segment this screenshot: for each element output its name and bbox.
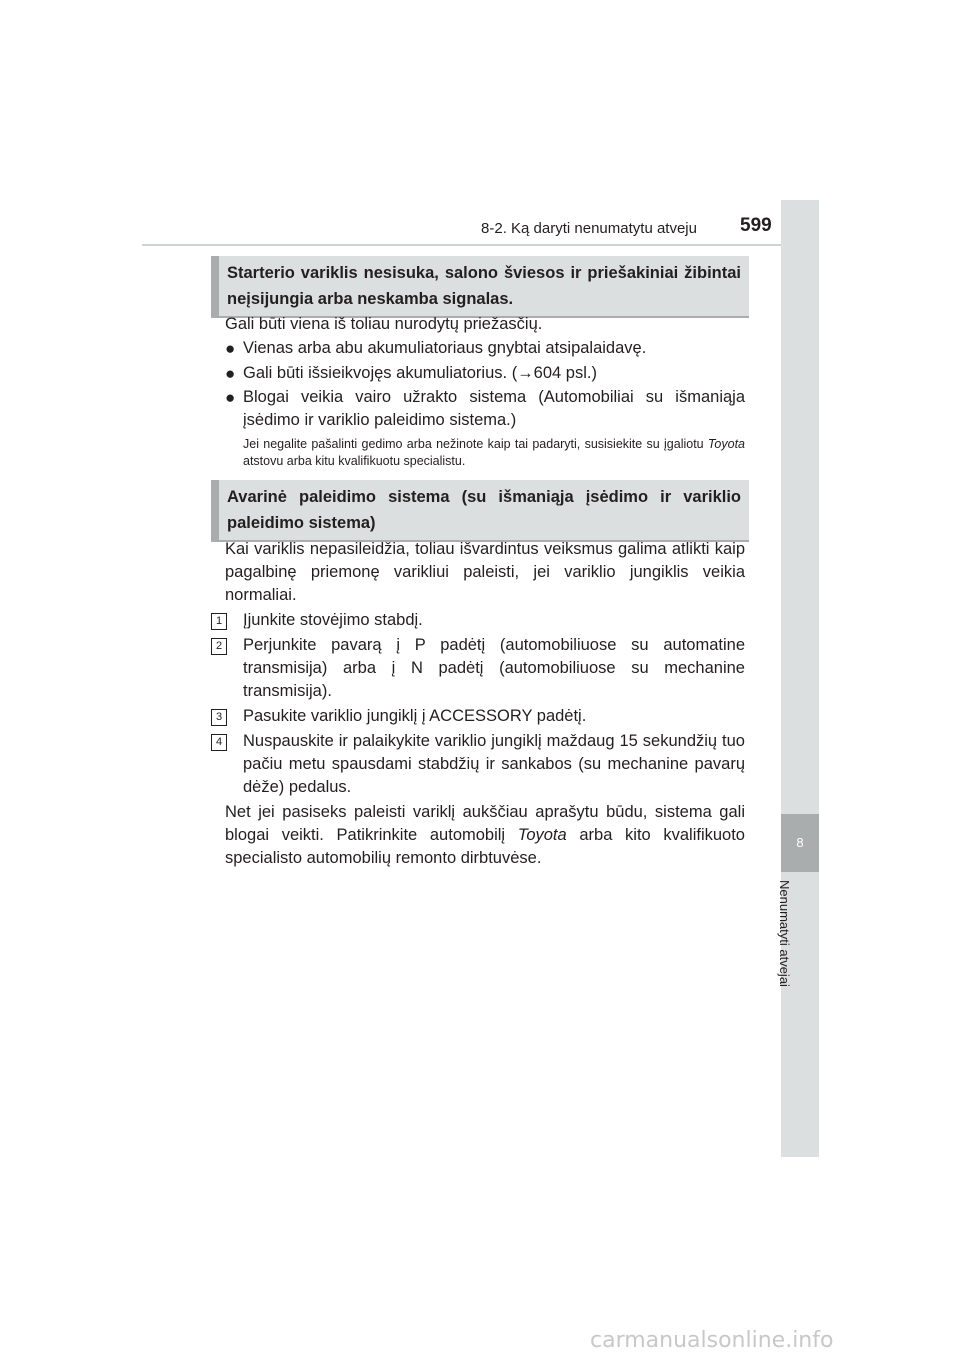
list-item — [225, 362, 745, 385]
step-text: Įjunkite stovėjimo stabdį. — [243, 611, 423, 629]
chapter-tab: 8 — [781, 814, 819, 872]
section-intro: Gali būti viena iš toliau nurodytų priežasčių. — [225, 315, 543, 333]
section-outro — [225, 801, 745, 870]
step-number: 2 — [211, 638, 227, 655]
step-text: Perjunkite pavarą į P padėtį (automobiliuose su automatine transmisija) arba į N padėtį (automobiliuose su mechanine transmisija). — [243, 636, 745, 700]
header-divider — [142, 244, 819, 246]
step-number: 1 — [211, 613, 227, 630]
note-text-part: Jei negalite pašalinti gedimo arba nežinote kaip tai padaryti, susisiekite su įgaliotu — [243, 437, 708, 451]
step-text: Nuspauskite ir palaikykite variklio jungiklį maždaug 15 sekundžių tuo pačiu metu spausdami stabdžių ir sankabos (su mechanine pavarų dėže) pedalus. — [243, 732, 745, 796]
step-number: 4 — [211, 734, 227, 751]
side-tab-upper — [781, 200, 819, 814]
section-intro: Kai variklis nepasileidžia, toliau išvardintus veiksmus galima atlikti kaip pagalbinę priemonę varikliui paleisti, jei variklio jungiklis veikia normaliai. — [225, 540, 745, 604]
note-text — [243, 436, 745, 470]
page-number: 599 — [740, 215, 772, 236]
list-item-text: Blogai veikia vairo užrakto sistema (Automobiliai su išmaniąja įsėdimo ir variklio paleidimo sistema.) — [243, 388, 745, 429]
step-item — [211, 609, 745, 632]
section-title: Starterio variklis nesisuka, salono šviesos ir priešakiniai žibintai neįsijungia arba neskamba signalas. — [227, 264, 741, 308]
step-item — [211, 705, 745, 728]
bullet-icon: ● — [225, 364, 236, 383]
chapter-tab-label: Nenumatyti atvejai — [777, 880, 792, 987]
section-heading-emergency-start — [211, 480, 749, 542]
bullet-icon: ● — [225, 388, 236, 407]
section-heading-starter — [211, 256, 749, 318]
bullet-icon: ● — [225, 339, 236, 358]
step-number: 3 — [211, 709, 227, 726]
outro-text-part: arba kito kvalifikuoto specialisto automobilių remonto dirbtuvėse. — [225, 826, 745, 867]
step-text: Pasukite variklio jungiklį į ACCESSORY padėtį. — [243, 707, 587, 725]
brand-name: Toyota — [707, 437, 745, 451]
section-title: Avarinė paleidimo sistema (su išmaniąja įsėdimo ir variklio paleidimo sistema) — [227, 488, 741, 532]
step-item — [211, 730, 745, 799]
step-item — [211, 634, 745, 703]
watermark: carmanualsonline.info — [590, 1328, 834, 1353]
note-text-part: atstovu arba kitu kvalifikuotu specialistu. — [243, 454, 466, 468]
outro-text-part: Net jei pasiseks paleisti variklį aukščiau aprašytu būdu, sistema gali blogai veikti. Patikrinkite automobilį — [225, 803, 745, 844]
list-item — [225, 337, 745, 360]
list-item — [225, 386, 745, 432]
brand-name: Toyota — [517, 826, 567, 844]
header-section-title: 8-2. Ką daryti nenumatytu atveju — [481, 220, 697, 237]
list-item-text: Gali būti išsieikvojęs akumuliatorius. (→604 psl.) — [243, 364, 597, 382]
list-item-text: Vienas arba abu akumuliatoriaus gnybtai atsipalaidavę. — [243, 339, 647, 357]
